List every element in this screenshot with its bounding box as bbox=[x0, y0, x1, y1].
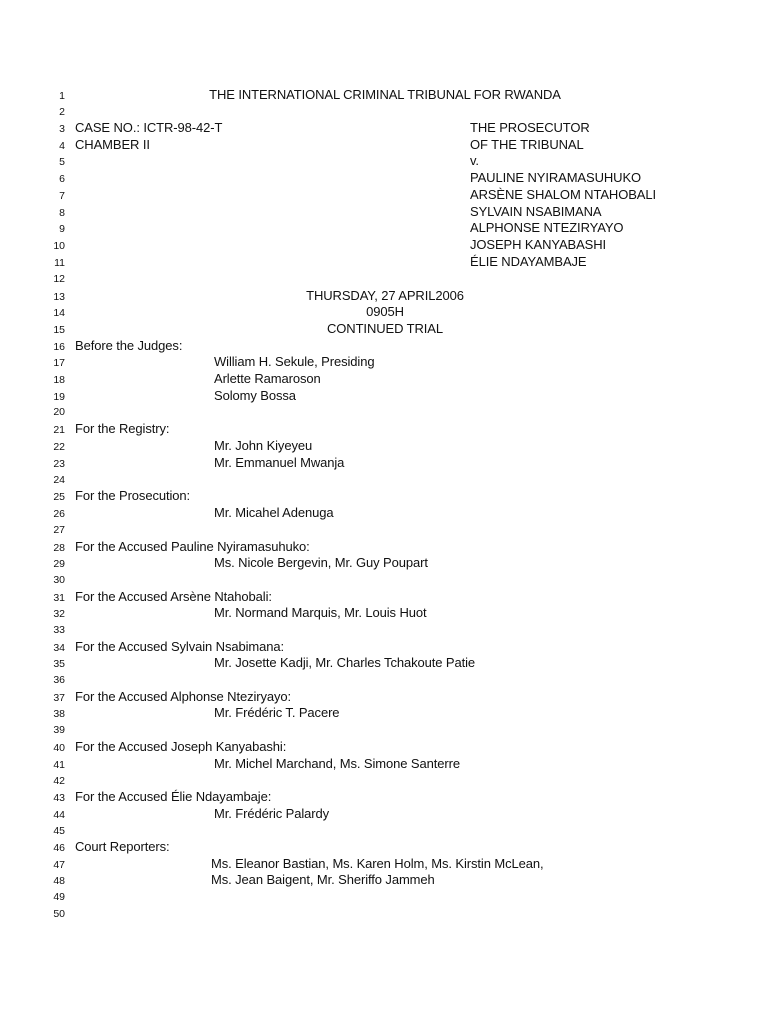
line-number: 12 bbox=[53, 273, 65, 285]
line-number: 22 bbox=[53, 441, 65, 453]
line-number: 38 bbox=[53, 708, 65, 720]
line-number: 10 bbox=[53, 240, 65, 252]
line-number: 33 bbox=[53, 624, 65, 636]
line-24 bbox=[0, 471, 770, 487]
defence-counsel: Mr. Michel Marchand, Ms. Simone Santerre bbox=[214, 756, 460, 771]
accused-name: ARSÈNE SHALOM NTAHOBALI bbox=[470, 187, 657, 202]
line-10 bbox=[0, 237, 770, 253]
line-number: 42 bbox=[53, 775, 65, 787]
line-48 bbox=[0, 872, 770, 888]
line-number: 43 bbox=[53, 792, 65, 804]
line-50 bbox=[0, 905, 770, 921]
line-number: 15 bbox=[53, 324, 65, 336]
line-38 bbox=[0, 705, 770, 721]
line-number: 11 bbox=[54, 257, 65, 269]
defence-heading: For the Accused Arsène Ntahobali: bbox=[75, 589, 272, 604]
line-number: 49 bbox=[53, 891, 65, 903]
line-number: 30 bbox=[53, 574, 65, 586]
line-32 bbox=[0, 605, 770, 621]
judge-name: Solomy Bossa bbox=[214, 388, 296, 403]
line-number: 13 bbox=[53, 291, 65, 303]
registry-name: Mr. John Kiyeyeu bbox=[214, 438, 313, 453]
party-tribunal: OF THE TRIBUNAL bbox=[470, 137, 584, 152]
line-14 bbox=[0, 304, 770, 320]
line-number: 7 bbox=[59, 190, 65, 202]
line-47 bbox=[0, 856, 770, 872]
line-4 bbox=[0, 137, 770, 153]
defence-counsel: Mr. Josette Kadji, Mr. Charles Tchakoute Patie bbox=[214, 655, 476, 670]
line-44 bbox=[0, 806, 770, 822]
accused-name: JOSEPH KANYABASHI bbox=[470, 237, 607, 252]
accused-name: ALPHONSE NTEZIRYAYO bbox=[470, 220, 624, 235]
line-number: 44 bbox=[53, 809, 65, 821]
line-number: 25 bbox=[53, 491, 65, 503]
line-number: 45 bbox=[53, 825, 65, 837]
line-31 bbox=[0, 589, 770, 605]
reporter-names: Ms. Eleanor Bastian, Ms. Karen Holm, Ms. Kirstin McLean, bbox=[211, 856, 544, 871]
line-18 bbox=[0, 371, 770, 387]
line-5 bbox=[0, 153, 770, 169]
line-35 bbox=[0, 655, 770, 671]
accused-name: PAULINE NYIRAMASUHUKO bbox=[470, 170, 642, 185]
judges-heading: Before the Judges: bbox=[75, 338, 183, 353]
line-number: 23 bbox=[53, 458, 65, 470]
line-13 bbox=[0, 288, 770, 304]
line-number: 19 bbox=[53, 391, 65, 403]
tribunal-title: THE INTERNATIONAL CRIMINAL TRIBUNAL FOR RWANDA bbox=[209, 87, 561, 102]
line-number: 16 bbox=[53, 341, 65, 353]
registry-heading: For the Registry: bbox=[75, 421, 170, 436]
line-number: 41 bbox=[53, 759, 65, 771]
line-number: 28 bbox=[53, 542, 65, 554]
line-number: 5 bbox=[59, 156, 65, 168]
prosecution-heading: For the Prosecution: bbox=[75, 488, 191, 503]
line-number: 21 bbox=[53, 424, 65, 436]
party-prosecutor: THE PROSECUTOR bbox=[470, 120, 590, 135]
line-number: 36 bbox=[53, 674, 65, 686]
reporters-heading: Court Reporters: bbox=[75, 839, 170, 854]
line-number: 37 bbox=[53, 692, 65, 704]
defence-heading: For the Accused Élie Ndayambaje: bbox=[75, 789, 272, 804]
defence-counsel: Ms. Nicole Bergevin, Mr. Guy Poupart bbox=[214, 555, 428, 570]
line-number: 29 bbox=[53, 558, 65, 570]
line-41 bbox=[0, 756, 770, 772]
line-number: 27 bbox=[53, 524, 65, 536]
line-45 bbox=[0, 822, 770, 838]
accused-name: SYLVAIN NSABIMANA bbox=[470, 204, 602, 219]
defence-counsel: Mr. Normand Marquis, Mr. Louis Huot bbox=[214, 605, 427, 620]
line-number: 8 bbox=[59, 207, 65, 219]
line-19 bbox=[0, 388, 770, 404]
line-number: 4 bbox=[59, 140, 65, 152]
line-number: 48 bbox=[53, 875, 65, 887]
session-date: THURSDAY, 27 APRIL2006 bbox=[306, 288, 464, 303]
line-2 bbox=[0, 103, 770, 119]
line-number: 50 bbox=[53, 908, 65, 920]
session-time: 0905H bbox=[366, 304, 404, 319]
line-number: 35 bbox=[53, 658, 65, 670]
line-3 bbox=[0, 120, 770, 136]
line-number: 31 bbox=[53, 592, 65, 604]
accused-name: ÉLIE NDAYAMBAJE bbox=[470, 254, 587, 269]
line-43 bbox=[0, 789, 770, 805]
session-type: CONTINUED TRIAL bbox=[327, 321, 443, 336]
line-15 bbox=[0, 321, 770, 337]
line-number: 20 bbox=[53, 406, 65, 418]
line-16 bbox=[0, 338, 770, 354]
line-number: 24 bbox=[53, 474, 65, 486]
line-9 bbox=[0, 220, 770, 236]
line-49 bbox=[0, 888, 770, 904]
line-number: 39 bbox=[53, 724, 65, 736]
defence-heading: For the Accused Alphonse Nteziryayo: bbox=[75, 689, 292, 704]
line-21 bbox=[0, 421, 770, 437]
line-36 bbox=[0, 671, 770, 687]
line-40 bbox=[0, 739, 770, 755]
line-6 bbox=[0, 170, 770, 186]
line-number: 34 bbox=[53, 642, 65, 654]
line-number: 14 bbox=[53, 307, 65, 319]
line-29 bbox=[0, 555, 770, 571]
line-25 bbox=[0, 488, 770, 504]
line-22 bbox=[0, 438, 770, 454]
line-number: 6 bbox=[59, 173, 65, 185]
judge-name: Arlette Ramaroson bbox=[214, 371, 321, 386]
line-42 bbox=[0, 772, 770, 788]
line-7 bbox=[0, 187, 770, 203]
line-8 bbox=[0, 204, 770, 220]
line-number: 40 bbox=[53, 742, 65, 754]
defence-counsel: Mr. Frédéric Palardy bbox=[214, 806, 330, 821]
line-1 bbox=[0, 87, 770, 103]
line-27 bbox=[0, 521, 770, 537]
defence-heading: For the Accused Sylvain Nsabimana: bbox=[75, 639, 285, 654]
reporter-names: Ms. Jean Baigent, Mr. Sheriffo Jammeh bbox=[211, 872, 435, 887]
line-46 bbox=[0, 839, 770, 855]
case-number: CASE NO.: ICTR-98-42-T bbox=[75, 120, 223, 135]
line-number: 18 bbox=[53, 374, 65, 386]
defence-counsel: Mr. Frédéric T. Pacere bbox=[214, 705, 340, 720]
line-26 bbox=[0, 505, 770, 521]
line-17 bbox=[0, 354, 770, 370]
line-33 bbox=[0, 621, 770, 637]
defence-heading: For the Accused Joseph Kanyabashi: bbox=[75, 739, 287, 754]
line-number: 46 bbox=[53, 842, 65, 854]
versus: v. bbox=[470, 153, 479, 168]
line-34 bbox=[0, 639, 770, 655]
line-number: 1 bbox=[59, 90, 65, 102]
line-number: 2 bbox=[59, 106, 65, 118]
line-12 bbox=[0, 270, 770, 286]
judge-name: William H. Sekule, Presiding bbox=[214, 354, 375, 369]
line-number: 9 bbox=[59, 223, 65, 235]
line-20 bbox=[0, 403, 770, 419]
line-30 bbox=[0, 571, 770, 587]
line-number: 47 bbox=[53, 859, 65, 871]
line-number: 26 bbox=[53, 508, 65, 520]
line-11 bbox=[0, 254, 770, 270]
line-number: 3 bbox=[59, 123, 65, 135]
line-number: 32 bbox=[53, 608, 65, 620]
registry-name: Mr. Emmanuel Mwanja bbox=[214, 455, 345, 470]
chamber: CHAMBER II bbox=[75, 137, 150, 152]
defence-heading: For the Accused Pauline Nyiramasuhuko: bbox=[75, 539, 310, 554]
line-23 bbox=[0, 455, 770, 471]
line-39 bbox=[0, 721, 770, 737]
line-37 bbox=[0, 689, 770, 705]
line-28 bbox=[0, 539, 770, 555]
line-number: 17 bbox=[53, 357, 65, 369]
prosecution-name: Mr. Micahel Adenuga bbox=[214, 505, 334, 520]
